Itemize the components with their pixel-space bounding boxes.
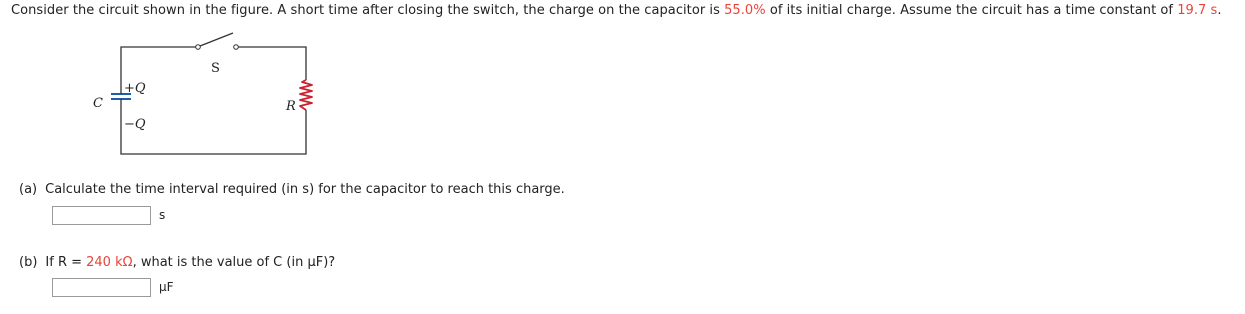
switch (196, 33, 239, 49)
resistor-zigzag (300, 80, 312, 110)
part-a-text: Calculate the time interval required (in s) for the capacitor to reach this charge. (45, 182, 565, 197)
rc-circuit-figure (0, 0, 340, 170)
part-b-tag: (b) (19, 255, 38, 270)
resistor-label: R (286, 99, 296, 114)
switch-right-terminal (234, 45, 239, 50)
part-a-question (19, 182, 565, 197)
part-a-tag: (a) (19, 182, 38, 197)
problem-mid: of its initial charge. Assume the circuit has a time constant of (765, 3, 1178, 18)
charge-percent-value: 55.0% (724, 3, 766, 18)
part-b-prefix: If R = (45, 255, 87, 270)
top-right-wire (238, 47, 306, 80)
part-b-answer-input[interactable] (52, 278, 151, 297)
part-a-unit: s (159, 208, 166, 222)
part-a-answer-input[interactable] (52, 206, 151, 225)
switch-label: S (211, 61, 220, 76)
resistance-value: 240 kΩ (86, 255, 133, 270)
plus-charge-label: +Q (124, 81, 146, 96)
part-b-question (19, 255, 335, 270)
part-b-suffix: , what is the value of C (in µF)? (132, 255, 336, 270)
capacitor-label: C (93, 96, 103, 111)
switch-left-terminal (196, 45, 201, 50)
problem-end: . (1217, 3, 1222, 18)
minus-charge-label: −Q (124, 117, 146, 132)
part-b-unit: µF (159, 280, 174, 294)
problem-intro: Consider the circuit shown in the figure. A short time after closing the switch, the charge on the capacitor is (11, 3, 725, 18)
top-left-wire (121, 47, 196, 84)
time-constant-value: 19.7 s (1177, 3, 1218, 18)
bottom-wire (121, 108, 306, 154)
switch-lever (200, 33, 233, 46)
